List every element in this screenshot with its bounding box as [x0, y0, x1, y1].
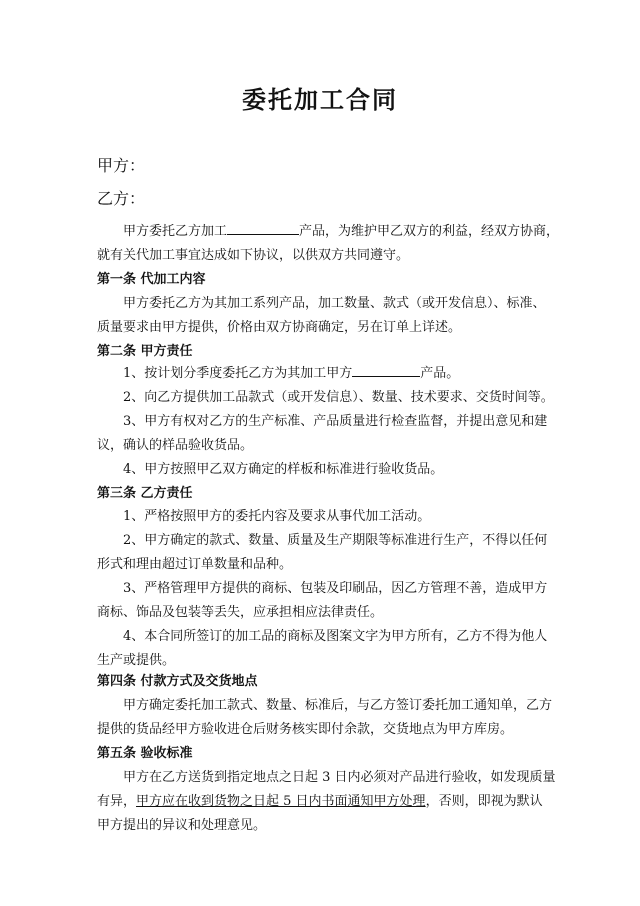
section-1-line-2: 质量要求由甲方提供，价格由双方协商确定，另在订单上详述。	[97, 320, 462, 335]
s2-item1-text-b: 产品。	[420, 366, 460, 381]
intro-text-b: 产品，为维护甲乙双方的利益，经双方协商，	[299, 224, 560, 239]
section-3-item-3b: 商标、饰品及包装等丢失，应承担相应法律责任。	[97, 605, 384, 620]
section-3-item-1: 1、严格按照甲方的委托内容及要求从事代加工活动。	[123, 509, 431, 524]
section-5-heading: 第五条 验收标准	[97, 746, 193, 761]
section-2-item-3b: 议，确认的样品验收货品。	[97, 438, 254, 453]
section-2-item-1	[97, 362, 569, 381]
product-blank	[227, 222, 299, 235]
party-a-label: 甲方：	[97, 156, 146, 175]
product-blank-2	[352, 364, 420, 377]
section-3-item-3a: 3、严格管理甲方提供的商标、包装及印刷品，因乙方管理不善，造成甲方	[123, 581, 548, 596]
party-b-label: 乙方：	[97, 189, 146, 208]
intro-text-a: 甲方委托乙方加工	[123, 224, 228, 239]
section-5-line-1: 甲方在乙方送货到指定地点之日起 3 日内必须对产品进行验收，如发现质量	[123, 770, 556, 785]
s5-line2-text-c: ，否则，即视为默认	[425, 794, 543, 809]
s2-item1-text-a: 1、按计划分季度委托乙方为其加工甲方	[123, 366, 353, 381]
intro-line-1	[97, 220, 569, 239]
section-3-item-4b: 生产或提供。	[97, 653, 176, 668]
section-5-line-2	[97, 790, 543, 809]
section-3-item-2a: 2、甲方确定的款式、数量、质量及生产期限等标准进行生产，不得以任何	[123, 533, 548, 548]
section-3-item-2b: 形式和理由超过订单数量和品种。	[97, 557, 293, 572]
section-2-item-4: 4、甲方按照甲乙双方确定的样板和标准进行验收货品。	[123, 462, 444, 477]
section-4-line-2: 提供的货品经甲方验收进仓后财务核实即付余款，交货地点为甲方库房。	[97, 722, 514, 737]
section-3-item-4a: 4、本合同所签订的加工品的商标及图案文字为甲方所有，乙方不得为他人	[123, 629, 548, 644]
section-4-line-1: 甲方确定委托加工款式、数量、标准后，与乙方签订委托加工通知单，乙方	[123, 698, 553, 713]
section-2-item-3a: 3、甲方有权对乙方的生产标准、产品质量进行检查监督，并提出意见和建	[123, 414, 548, 429]
underlined-notice-clause: 甲方应在收到货物之日起 5 日内书面通知甲方处理	[136, 794, 426, 809]
intro-line-2: 就有关代加工事宜达成如下协议，以供双方共同遵守。	[97, 248, 410, 263]
section-1-line-1: 甲方委托乙方为其加工系列产品，加工数量、款式（或开发信息）、标准、	[123, 296, 546, 311]
section-4-heading: 第四条 付款方式及交货地点	[97, 674, 258, 689]
section-1-heading: 第一条 代加工内容	[97, 272, 206, 287]
document-title: 委托加工合同	[242, 85, 398, 114]
s5-line2-text-a: 有异，	[97, 794, 137, 809]
section-2-heading: 第二条 甲方责任	[97, 344, 193, 359]
section-3-heading: 第三条 乙方责任	[97, 486, 193, 501]
section-5-line-3: 甲方提出的异议和处理意见。	[97, 818, 267, 833]
section-2-item-2: 2、向乙方提供加工品款式（或开发信息）、数量、技术要求、交货时间等。	[123, 390, 554, 405]
